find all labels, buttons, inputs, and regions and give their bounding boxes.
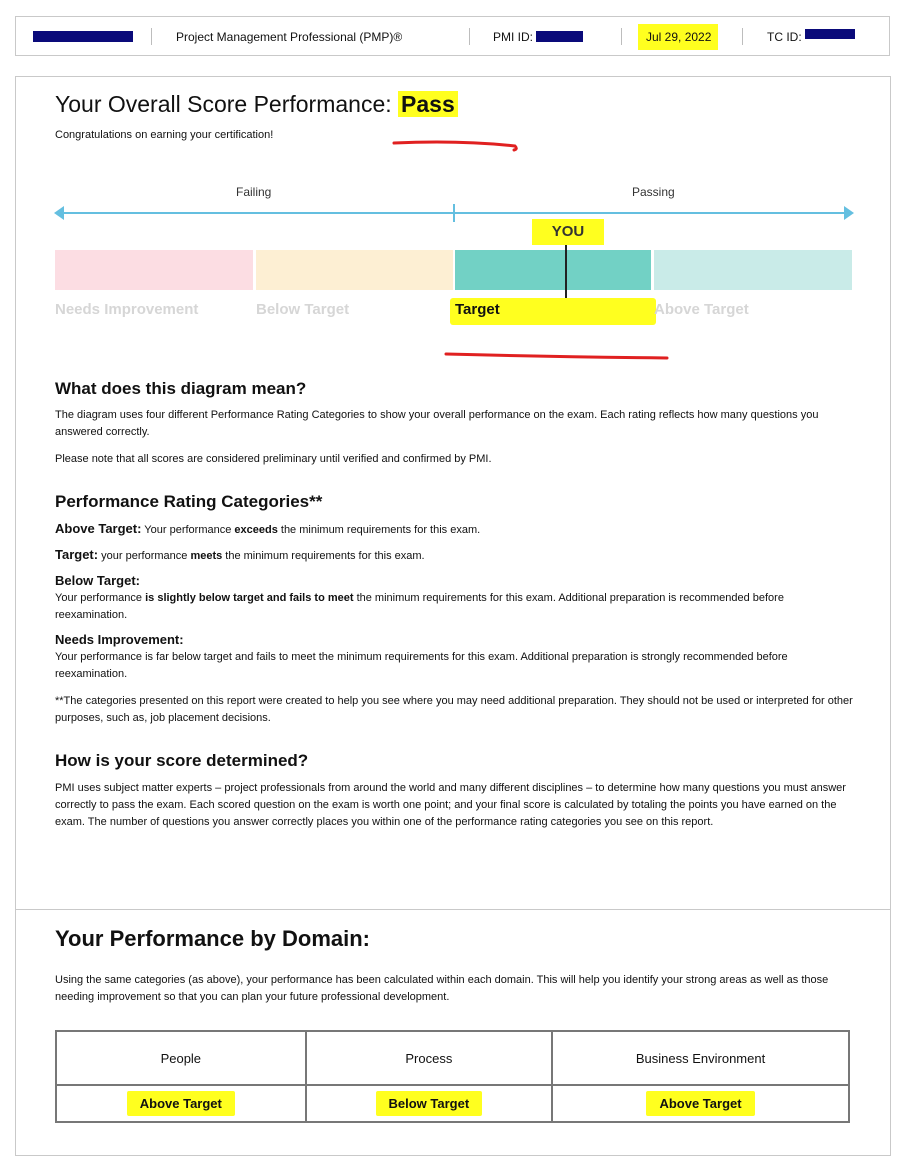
domain-business-environment: Business Environment	[552, 1031, 849, 1085]
exam-date: Jul 29, 2022	[638, 24, 718, 50]
rating-cell-business-environment	[552, 1085, 849, 1122]
domain-people: People	[56, 1031, 306, 1085]
needs-improvement-term: Needs Improvement:	[55, 632, 184, 647]
bar-below-target	[256, 250, 453, 290]
above-target-emphasis: exceeds	[234, 524, 278, 536]
rating-cell-process	[306, 1085, 552, 1122]
rating-business-environment: Above Target	[646, 1091, 754, 1116]
score-determined-heading: How is your score determined?	[55, 751, 309, 770]
target-text: your performance	[101, 550, 191, 562]
rating-cell-people	[56, 1085, 306, 1122]
arrow-right-icon	[844, 206, 854, 220]
domain-intro: Using the same categories (as above), your performance has been calculated within each domain. This will help you identify your strong areas as well as those needing improvement so that you can plan your future professional development.	[55, 974, 829, 1003]
domain-performance-table	[55, 1030, 850, 1123]
rating-categories-heading: Performance Rating Categories**	[55, 492, 323, 511]
below-target-text-end: the minimum requirements for this exam. Additional preparation is recommended before reexamination.	[55, 592, 784, 621]
failing-label: Failing	[236, 185, 272, 199]
you-marker: YOU	[532, 219, 604, 245]
target-definition	[55, 546, 855, 565]
above-target-definition	[55, 520, 855, 539]
congratulations-text: Congratulations on earning your certification!	[55, 129, 274, 141]
bar-above-target	[654, 250, 852, 290]
label-needs-improvement: Needs Improvement	[55, 301, 199, 318]
score-determined-text: PMI uses subject matter experts – project professionals from around the world and many different disciplines – to determine how many questions you must answer correctly to pass the exam. Each scored question on the exam is worth one point; and your final score is calculated by totaling the points you have earned on the exam. The number of questions you answer correctly places you within one of the performance rating categories you see on this report.	[55, 782, 846, 828]
bar-target	[455, 250, 651, 290]
label-above-target: Above Target	[654, 301, 749, 318]
tc-id-label: TC ID:	[767, 30, 802, 44]
domain-header-row	[56, 1031, 849, 1085]
label-target: Target	[455, 301, 500, 318]
pmi-id-label: PMI ID:	[493, 30, 534, 44]
target-term: Target:	[55, 547, 99, 562]
overall-score-label: Your Overall Score Performance:	[55, 91, 392, 117]
rating-people: Above Target	[127, 1091, 235, 1116]
domain-heading: Your Performance by Domain:	[55, 926, 370, 951]
passing-label: Passing	[632, 185, 675, 199]
pass-result: Pass	[398, 91, 458, 117]
red-underline-target	[446, 354, 667, 358]
domain-process: Process	[306, 1031, 552, 1085]
below-target-emphasis: is slightly below target and fails to meet	[145, 592, 354, 604]
section-divider	[15, 909, 891, 910]
arrow-left-icon	[54, 206, 64, 220]
above-target-text: Your performance	[144, 524, 235, 536]
preliminary-note: Please note that all scores are considered preliminary until verified and confirmed by PMI.	[55, 453, 492, 465]
rating-process: Below Target	[376, 1091, 483, 1116]
target-emphasis: meets	[190, 550, 223, 562]
label-below-target: Below Target	[256, 301, 350, 318]
diagram-meaning-heading: What does this diagram mean?	[55, 379, 307, 398]
above-target-text-end: the minimum requirements for this exam.	[277, 524, 481, 536]
below-target-term: Below Target:	[55, 573, 140, 588]
categories-footnote: **The categories presented on this report were created to help you see where you may need additional preparation. They should not be used or interpreted for other purposes, such as, job placement decisions.	[55, 695, 853, 724]
program-name: Project Management Professional (PMP)®	[176, 30, 403, 44]
red-underline-pass	[394, 142, 516, 150]
above-target-term: Above Target:	[55, 521, 142, 536]
pass-fail-arrow	[50, 200, 860, 228]
you-marker-line	[565, 240, 567, 298]
below-target-text: Your performance	[55, 592, 146, 604]
bar-needs-improvement	[55, 250, 253, 290]
diagram-explanation: The diagram uses four different Performance Rating Categories to show your overall performance on the exam. Each rating reflects how many questions you answered correctly.	[55, 409, 819, 438]
needs-improvement-definition: Your performance is far below target and fails to meet the minimum requirements for this exam. Additional preparation is strongly recommended before reexamination.	[55, 651, 788, 680]
target-text-end: the minimum requirements for this exam.	[222, 550, 425, 562]
below-target-definition	[55, 590, 855, 624]
domain-rating-row	[56, 1085, 849, 1122]
